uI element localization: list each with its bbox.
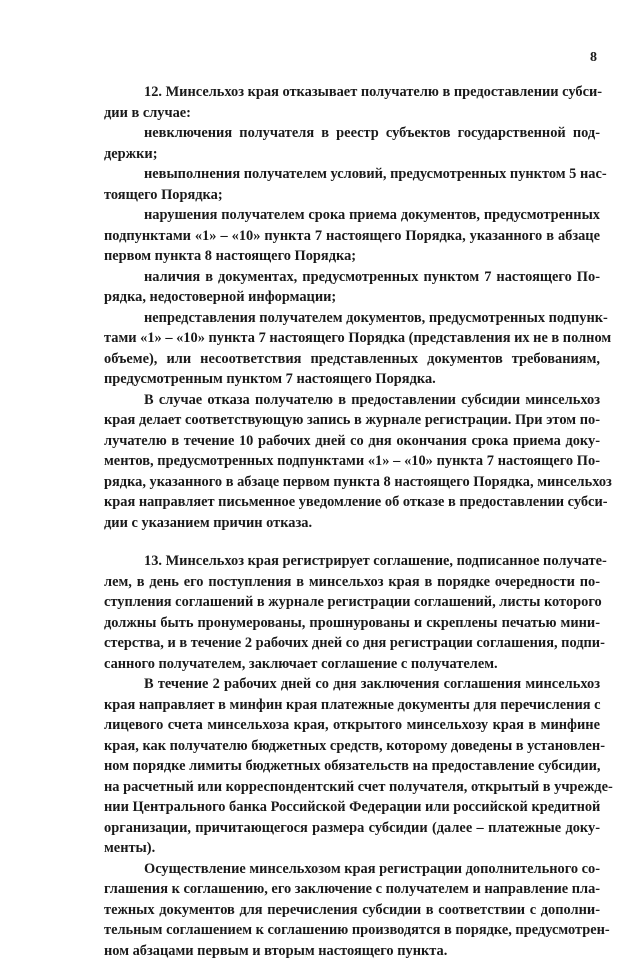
- text-line: объеме), или несоответствия представленных документов требованиям,: [104, 349, 600, 370]
- text-line: менты).: [104, 838, 600, 859]
- text-line: рядка, недостоверной информации;: [104, 287, 600, 308]
- text-line: нии Центрального банка Российской Федерации или российской кредитной: [104, 797, 600, 818]
- text-line: организации, причитающегося размера субсидии (далее – платежные доку-: [104, 818, 600, 839]
- text-line: 12. Минсельхоз края отказывает получателю в предоставлении субси-: [104, 82, 600, 103]
- text-line: тами «1» – «10» пункта 7 настоящего Порядка (представления их не в полном: [104, 328, 600, 349]
- text-line: дии в случае:: [104, 103, 600, 124]
- text-line: должны быть пронумерованы, прошнурованы и скреплены печатью мини-: [104, 613, 600, 634]
- text-line: края, как получателю бюджетных средств, которому доведены в установлен-: [104, 736, 600, 757]
- text-line: невключения получателя в реестр субъектов государственной под-: [104, 123, 600, 144]
- text-line: стерства, и в течение 2 рабочих дней со дня регистрации соглашения, подпи-: [104, 633, 600, 654]
- text-line: санного получателем, заключает соглашение с получателем.: [104, 654, 600, 675]
- text-line: непредставления получателем документов, предусмотренных подпунк-: [104, 308, 600, 329]
- text-line: первом пункта 8 настоящего Порядка;: [104, 246, 600, 267]
- text-line: подпунктами «1» – «10» пункта 7 настоящего Порядка, указанного в абзаце: [104, 226, 600, 247]
- text-line: невыполнения получателем условий, предусмотренных пунктом 5 нас-: [104, 164, 600, 185]
- text-line: В течение 2 рабочих дней со дня заключения соглашения минсельхоз: [104, 674, 600, 695]
- text-line: ментов, предусмотренных подпунктами «1» – «10» пункта 7 настоящего По-: [104, 451, 600, 472]
- text-line: дии с указанием причин отказа.: [104, 513, 600, 534]
- text-line: 13. Минсельхоз края регистрирует соглашение, подписанное получате-: [104, 551, 600, 572]
- text-line: на расчетный или корреспондентский счет получателя, открытый в учрежде-: [104, 777, 600, 798]
- text-line: лем, в день его поступления в минсельхоз края в порядке очередности по-: [104, 572, 600, 593]
- text-line: лицевого счета минсельхоза края, открытого минсельхозу края в минфине: [104, 715, 600, 736]
- text-line: ном порядке лимиты бюджетных обязательств на предоставление субсидии,: [104, 756, 600, 777]
- paragraph-gap: [104, 533, 600, 551]
- text-line: края направляет письменное уведомление об отказе в предоставлении субси-: [104, 492, 600, 513]
- text-line: ступления соглашений в журнале регистрации соглашений, листы которого: [104, 592, 600, 613]
- text-line: наличия в документах, предусмотренных пунктом 7 настоящего По-: [104, 267, 600, 288]
- document-body: [104, 82, 600, 961]
- text-line: держки;: [104, 144, 600, 165]
- text-line: нарушения получателем срока приема документов, предусмотренных: [104, 205, 600, 226]
- text-line: рядка, указанного в абзаце первом пункта 8 настоящего Порядка, минсельхоз: [104, 472, 600, 493]
- text-line: В случае отказа получателю в предоставлении субсидии минсельхоз: [104, 390, 600, 411]
- page-number: 8: [590, 50, 597, 66]
- text-line: Осуществление минсельхозом края регистрации дополнительного со-: [104, 859, 600, 880]
- text-line: глашения к соглашению, его заключение с получателем и направление пла-: [104, 879, 600, 900]
- text-line: края направляет в минфин края платежные документы для перечисления с: [104, 695, 600, 716]
- text-line: ном абзацами первым и вторым настоящего пункта.: [104, 941, 600, 961]
- text-line: края делает соответствующую запись в журнале регистрации. При этом по-: [104, 410, 600, 431]
- text-line: тельным соглашением к соглашению производятся в порядке, предусмотрен-: [104, 920, 600, 941]
- text-line: тежных документов для перечисления субсидии в соответствии с дополни-: [104, 900, 600, 921]
- text-line: тоящего Порядка;: [104, 185, 600, 206]
- text-line: предусмотренным пунктом 7 настоящего Порядка.: [104, 369, 600, 390]
- text-line: лучателю в течение 10 рабочих дней со дня окончания срока приема доку-: [104, 431, 600, 452]
